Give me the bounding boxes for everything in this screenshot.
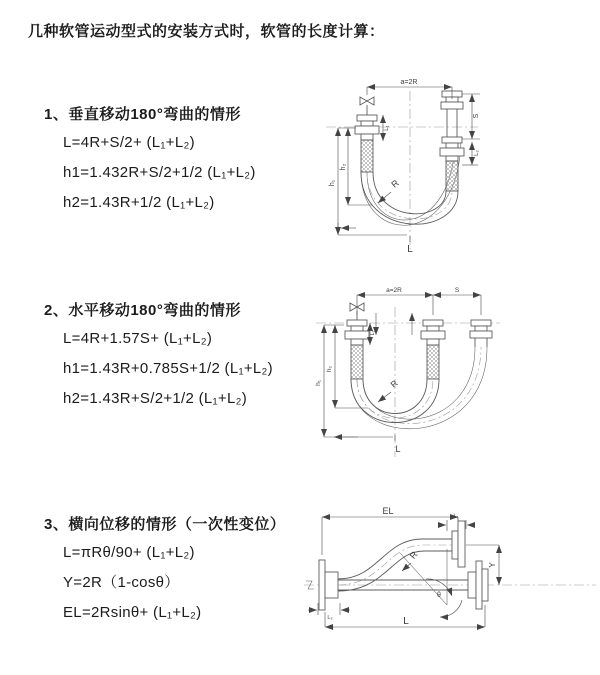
- radius-label: R: [407, 549, 420, 561]
- section-1-heading: 1、垂直移动180°弯曲的情形: [44, 106, 241, 123]
- hose-s-curve: [338, 539, 452, 591]
- formula-1-L: L=4R+S/2+ (L₁+L₂): [63, 134, 195, 151]
- dim-label-h1: h₁: [315, 380, 322, 386]
- dim-label-l1: L₁: [370, 330, 376, 336]
- length-label: L: [407, 244, 413, 255]
- dim-label-y: Y: [488, 562, 497, 568]
- diagram-lateral-displacement: [300, 505, 600, 650]
- dim-label-span: a=2R: [386, 287, 402, 294]
- angle-label: θ: [437, 592, 441, 599]
- hose-loop: [351, 347, 487, 429]
- section-1-formulas: [63, 128, 256, 218]
- formula-1-h2: h2=1.43R+1/2 (L₁+L₂): [63, 194, 215, 211]
- flange-right-original: [468, 561, 488, 609]
- radius-label: R: [388, 377, 400, 390]
- dim-label-l1: L₁: [384, 125, 390, 131]
- braided-hose-section: [427, 345, 439, 379]
- centerlines: [316, 307, 500, 457]
- hose-end-fitting-right: [470, 320, 492, 347]
- hose-end-fitting-middle: [421, 320, 445, 379]
- dim-label-h1: h₁: [329, 179, 336, 187]
- radius-label: R: [389, 177, 401, 190]
- page-title: 几种软管运动型式的安装方式时，软管的长度计算：: [28, 23, 385, 40]
- formula-2-h1: h1=1.43R+0.785S+1/2 (L₁+L₂): [63, 360, 273, 377]
- formula-3-Y: Y=2R（1-cosθ）: [63, 574, 180, 591]
- formula-3-EL: EL=2Rsinθ+ (L₁+L₂): [63, 604, 202, 621]
- braided-hose-section: [446, 161, 458, 191]
- dim-label-l1: L₁: [453, 514, 459, 520]
- dim-label-l2: L₂: [327, 615, 333, 621]
- dim-label-el: EL: [382, 506, 394, 516]
- section-2-heading: 2、水平移动180°弯曲的情形: [44, 302, 241, 319]
- formula-3-L: L=πRθ/90+ (L₁+L₂): [63, 544, 195, 561]
- flange-left: [319, 560, 338, 610]
- braided-hose-section: [351, 345, 363, 379]
- length-label: L: [403, 616, 409, 627]
- dim-label-h2: h₂: [326, 365, 333, 373]
- dim-label-h2: h₂: [340, 163, 347, 171]
- dim-label-l2: L₂: [474, 150, 480, 156]
- dim-label-span: a=2R: [400, 79, 418, 86]
- hose-end-fitting-right: [440, 91, 464, 191]
- formula-2-L: L=4R+1.57S+ (L₁+L₂): [63, 330, 213, 347]
- formula-2-h2: h2=1.43R+S/2+1/2 (L₁+L₂): [63, 390, 248, 407]
- dim-label-s: S: [473, 113, 480, 119]
- section-3-heading: 3、横向位移的情形（一次性变位）: [44, 516, 286, 533]
- dim-label-s: S: [454, 287, 460, 294]
- section-2-formulas: [63, 324, 273, 414]
- valve-icon: [360, 97, 374, 115]
- diagram-horizontal-move-180: [308, 285, 600, 465]
- hose-end-fitting-left: [345, 320, 369, 379]
- braided-hose-section: [361, 140, 373, 172]
- length-label: L: [395, 444, 401, 454]
- hose-end-fitting-left: [355, 115, 379, 172]
- diagram-vertical-move-180: [310, 75, 590, 260]
- formula-1-h1: h1=1.432R+S/2+1/2 (L₁+L₂): [63, 164, 256, 181]
- section-3-formulas: [63, 538, 201, 628]
- flange-right-displaced: [452, 521, 465, 567]
